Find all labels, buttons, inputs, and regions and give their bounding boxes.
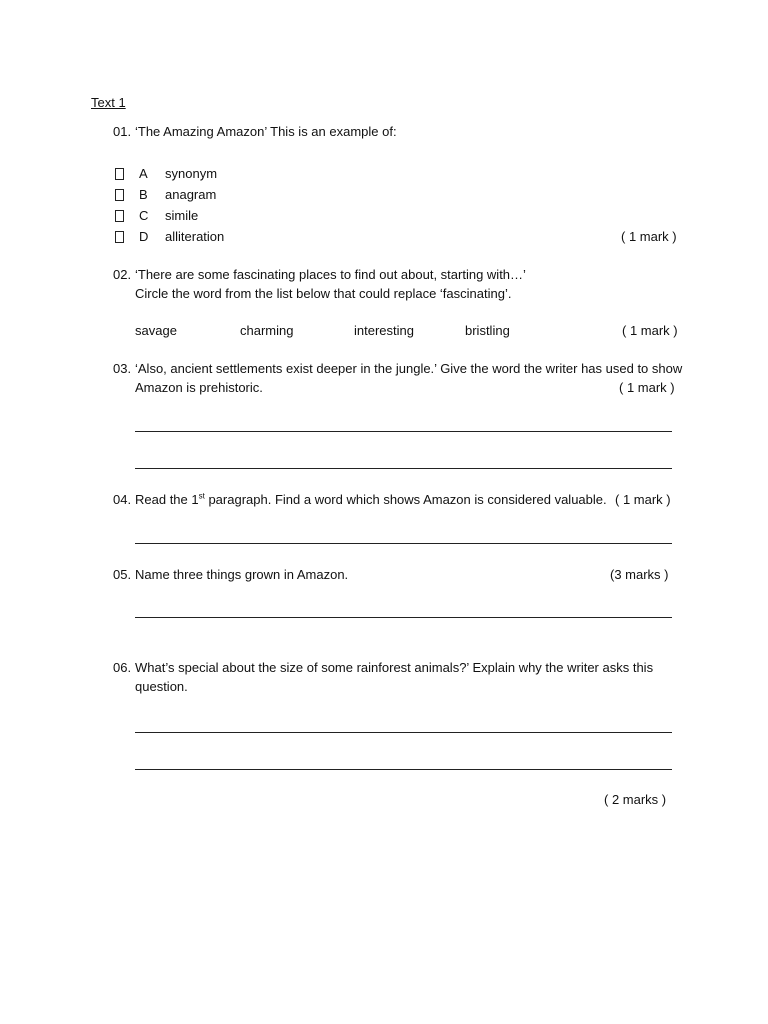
q1-option-a-letter: A — [139, 166, 148, 181]
q3-answer-line-2[interactable] — [135, 468, 672, 469]
q2-word-interesting[interactable]: interesting — [354, 323, 414, 338]
q4-answer-line[interactable] — [135, 543, 672, 544]
q2-marks: ( 1 mark ) — [622, 323, 678, 338]
q1-option-d-letter: D — [139, 229, 149, 244]
q1-number: 01. — [113, 124, 132, 139]
q4-marks: ( 1 mark ) — [615, 492, 671, 507]
q6-number: 06. — [113, 660, 132, 675]
q3-line1: ‘Also, ancient settlements exist deeper in the jungle.’ Give the word the writer has used to show — [135, 361, 683, 376]
q3-answer-line-1[interactable] — [135, 431, 672, 432]
q4-text: Read the 1st paragraph. Find a word which shows Amazon is considered valuable. — [135, 491, 607, 507]
q1-option-d-checkbox[interactable] — [115, 231, 124, 243]
q1-option-d-text: alliteration — [165, 229, 225, 244]
q6-answer-line-2[interactable] — [135, 769, 672, 770]
q2-number: 02. — [113, 267, 132, 282]
q2-word-savage[interactable]: savage — [135, 323, 177, 338]
q6-marks: ( 2 marks ) — [604, 792, 667, 807]
q1-option-b-letter: B — [139, 187, 148, 202]
q3-line2: Amazon is prehistoric. — [135, 380, 263, 395]
q5-marks: (3 marks ) — [610, 567, 669, 582]
q1-option-b-checkbox[interactable] — [115, 189, 124, 201]
q1-marks: ( 1 mark ) — [621, 229, 677, 244]
q1-option-b-text: anagram — [165, 187, 217, 202]
q4-number: 04. — [113, 492, 132, 507]
q3-number: 03. — [113, 361, 132, 376]
q1-option-c-text: simile — [165, 208, 199, 223]
q2-line2: Circle the word from the list below that could replace ‘fascinating’. — [135, 286, 512, 301]
q1-option-a-checkbox[interactable] — [115, 168, 124, 180]
q1-option-c-checkbox[interactable] — [115, 210, 124, 222]
q1-option-c-letter: C — [139, 208, 149, 223]
q6-line1: What’s special about the size of some rainforest animals?’ Explain why the writer asks this — [135, 660, 654, 675]
q3-marks: ( 1 mark ) — [619, 380, 675, 395]
q5-answer-line[interactable] — [135, 617, 672, 618]
q1-prompt: ‘The Amazing Amazon’ This is an example of: — [135, 124, 397, 139]
q5-text: Name three things grown in Amazon. — [135, 567, 349, 582]
q2-word-charming[interactable]: charming — [240, 323, 294, 338]
q1-option-a-text: synonym — [165, 166, 218, 181]
q5-number: 05. — [113, 567, 132, 582]
q2-word-bristling[interactable]: bristling — [465, 323, 510, 338]
q2-line1: ‘There are some fascinating places to find out about, starting with…’ — [135, 267, 526, 282]
q6-line2: question. — [135, 679, 188, 694]
section-title: Text 1 — [91, 95, 126, 110]
q6-answer-line-1[interactable] — [135, 732, 672, 733]
